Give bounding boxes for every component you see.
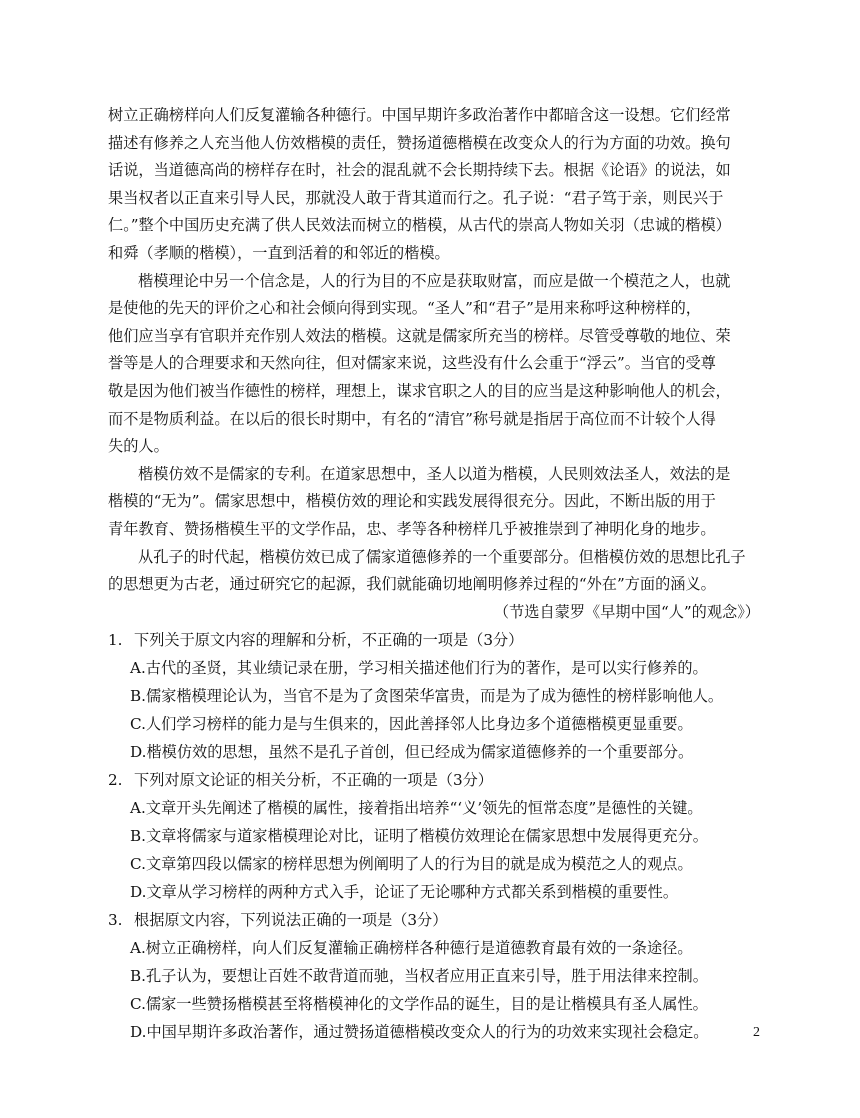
question-number: 3. <box>108 911 123 930</box>
question-block <box>108 626 760 766</box>
passage-paragraph <box>108 102 760 268</box>
question-block <box>108 766 760 906</box>
answer-option: A.树立正确榜样，向人们反复灌输正确榜样各种德行是道德教育最有效的一条途径。 <box>130 939 693 958</box>
passage-line: 青年教育、赞扬楷模生平的文学作品，忠、孝等各种榜样几乎被推崇到了神明化身的地步。 <box>108 519 716 538</box>
passage-line: 失的人。 <box>108 437 169 456</box>
passage-paragraph <box>108 544 760 599</box>
answer-option: D.楷模仿效的思想，虽然不是孔子首创，但已经成为儒家道德修养的一个重要部分。 <box>130 743 694 762</box>
passage-line: 楷模理论中另一个信念是，人的行为目的不应是获取财富，而应是做一个模范之人，也就 <box>138 271 731 290</box>
passage-line: 树立正确榜样向人们反复灌输各种德行。中国早期许多政治著作中都暗含这一设想。它们经常 <box>108 106 731 124</box>
answer-option: C.人们学习榜样的能力是与生俱来的，因此善择邻人比身边多个道德楷模更显重要。 <box>130 715 693 734</box>
answer-option: D.中国早期许多政治著作，通过赞扬道德楷模改变众人的行为的功效来实现社会稳定。 <box>130 1023 709 1042</box>
question-number: 1. <box>108 631 123 650</box>
answer-option: B.儒家楷模理论认为，当官不是为了贪图荣华富贵，而是为了成为德性的榜样影响他人。 <box>130 687 724 706</box>
passage-line: 描述有修养之人充当他人仿效楷模的责任，赞扬道德楷模在改变众人的行为方面的功效。换句 <box>108 133 731 152</box>
passage-line: 果当权者以正直来引导人民，那就没人敢于背其道而行之。孔子说：“君子笃于亲，则民兴于 <box>108 188 724 207</box>
question-stem <box>108 626 760 654</box>
passage-line: 和舜（孝顺的楷模），一直到活着的和邻近的楷模。 <box>108 243 450 262</box>
passage-line: 誉等是人的合理要求和天然向往，但对儒家来说，这些没有什么会重于“浮云”。当官的受尊 <box>108 354 716 373</box>
question-stem <box>108 766 760 794</box>
answer-option: C.文章第四段以儒家的榜样思想为例阐明了人的行为目的就是成为模范之人的观点。 <box>130 855 693 874</box>
passage-line: 是使他的先天的评价之心和社会倾向得到实现。“圣人”和“君子”是用来称呼这种榜样的， <box>108 299 701 318</box>
question-text: 下列关于原文内容的理解和分析，不正确的一项是（3分） <box>134 631 524 650</box>
answer-option: B.孔子认为，要想让百姓不敢背道而驰，当权者应用正直来引导，胜于用法律来控制。 <box>130 967 708 986</box>
question-text: 下列对原文论证的相关分析，不正确的一项是（3分） <box>134 771 493 790</box>
question-block <box>108 906 760 1046</box>
passage-paragraph <box>108 268 760 461</box>
passage-line: 他们应当享有官职并充作别人效法的楷模。这就是儒家所充当的榜样。尽管受尊敬的地位、荣 <box>108 326 731 345</box>
passage-line: 楷模仿效不是儒家的专利。在道家思想中，圣人以道为楷模，人民则效法圣人，效法的是 <box>138 464 731 483</box>
answer-option: D.文章从学习榜样的两种方式入手，论证了无论哪种方式都关系到楷模的重要性。 <box>130 883 679 902</box>
page-number: 2 <box>753 1025 760 1040</box>
passage-line: 话说，当道德高尚的榜样存在时，社会的混乱就不会长期持续下去。根据《论语》的说法，如 <box>108 161 731 180</box>
question-stem <box>108 906 760 934</box>
answer-option: B.文章将儒家与道家楷模理论对比，证明了楷模仿效理论在儒家思想中发展得更充分。 <box>130 827 708 846</box>
question-text: 根据原文内容，下列说法正确的一项是（3分） <box>134 911 448 930</box>
question-number: 2. <box>108 771 123 790</box>
answer-option: C.儒家一些赞扬楷模甚至将楷模神化的文学作品的诞生，目的是让楷模具有圣人属性。 <box>130 995 708 1014</box>
passage-line: 仁。”整个中国历史充满了供人民效法而树立的楷模，从古代的崇高人物如关羽（忠诚的楷模） <box>108 216 731 235</box>
passage-line: 的思想更为古老，通过研究它的起源，我们就能确切地阐明修养过程的“外在”方面的涵义。 <box>108 575 716 594</box>
answer-option: A.文章开头先阐述了楷模的属性，接着指出培养“‘义’领先的恒常态度”是德性的关键。 <box>130 799 703 818</box>
source-citation: （节选自蒙罗《早期中国“人”的观念》） <box>493 602 760 621</box>
passage-line: 敬是因为他们被当作德性的榜样，理想上，谋求官职之人的目的应当是这种影响他人的机会， <box>108 381 731 400</box>
question-list <box>108 626 760 1046</box>
passage-line: 而不是物质利益。在以后的很长时期中，有名的“清官”称号就是指居于高位而不计较个人得 <box>108 409 716 428</box>
passage-line: 楷模的“无为”。儒家思想中，楷模仿效的理论和实践发展得很充分。因此，不断出版的用于 <box>108 492 716 511</box>
reading-passage <box>108 102 760 599</box>
answer-option: A.古代的圣贤，其业绩记录在册，学习相关描述他们行为的著作，是可以实行修养的。 <box>130 659 708 678</box>
passage-paragraph <box>108 461 760 544</box>
passage-line: 从孔子的时代起，楷模仿效已成了儒家道德修养的一个重要部分。但楷模仿效的思想比孔子 <box>138 547 746 566</box>
